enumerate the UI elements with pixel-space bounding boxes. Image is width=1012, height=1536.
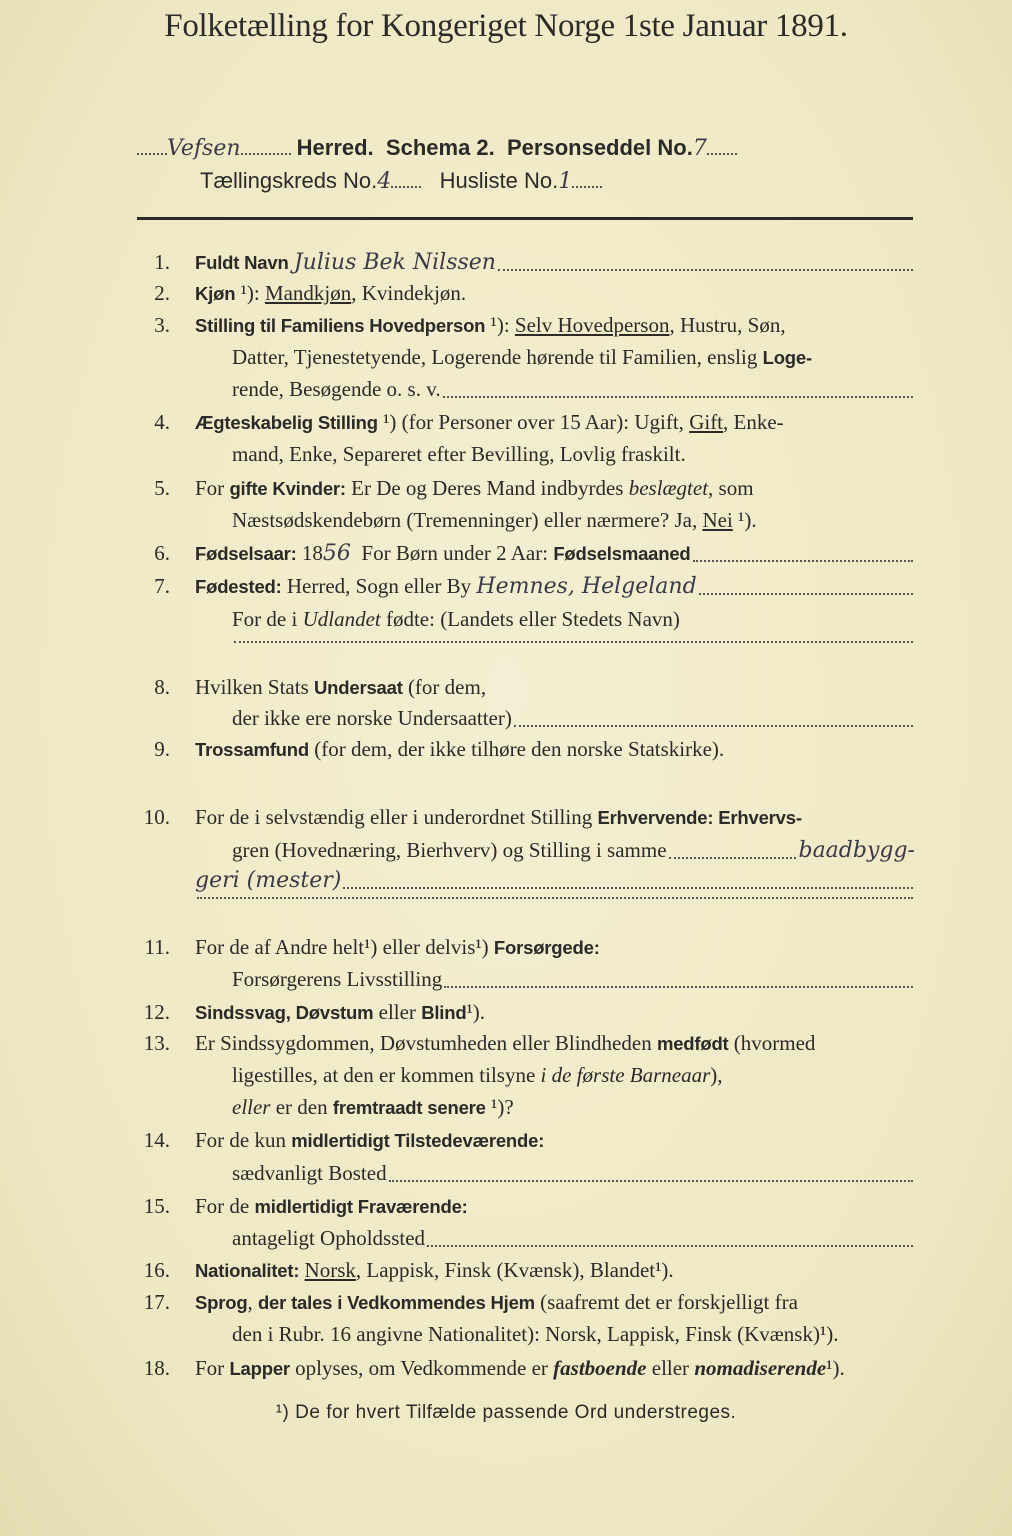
dots: [572, 186, 602, 188]
form-text: oplyses, om Vedkommende er: [289, 1356, 554, 1380]
item-15-line-2: [232, 1226, 915, 1251]
item-5-line-1: [195, 476, 915, 501]
field-label: Fødselsaar:: [195, 543, 297, 564]
item-12-line-1: [195, 1000, 915, 1025]
personseddel-value: 7: [692, 136, 707, 161]
header-line-kreds: [200, 168, 602, 194]
schema-label: Schema 2.: [385, 135, 495, 160]
item-number: 7.: [154, 574, 170, 598]
form-text: ¹):: [235, 281, 265, 305]
dotted-fill-line: [498, 269, 913, 271]
form-text: ligestilles, at den er kommen tilsyne: [232, 1063, 541, 1087]
item-number: 12.: [143, 1000, 170, 1024]
form-text: (hvormed: [728, 1031, 816, 1055]
item-14-line-1: [195, 1128, 915, 1153]
item-15-line-1: [195, 1194, 915, 1219]
form-text: Norsk: [304, 1258, 356, 1282]
item-number: 11.: [144, 935, 170, 959]
form-text: ¹).: [732, 508, 757, 532]
field-label: Erhvervende: Erhvervs-: [597, 807, 802, 828]
form-text: Hvilken Stats: [195, 675, 314, 699]
field-label: Ægteskabelig Stilling: [195, 412, 378, 433]
form-text: , Kvindekjøn.: [351, 281, 467, 305]
dotted-fill-line: [699, 593, 913, 595]
field-label: Sprog: [195, 1292, 248, 1313]
dots: [241, 153, 291, 155]
dotted-fill-line: [343, 887, 913, 889]
item-11-line-2: [232, 967, 915, 992]
item-1-line-1: [195, 250, 915, 275]
item-11-line-1: [195, 935, 915, 960]
field-label: Blind: [421, 1002, 467, 1023]
item-13-line-2: [232, 1063, 915, 1088]
field-label: Loge-: [762, 347, 812, 368]
form-text: fastboende: [553, 1356, 647, 1380]
form-text: nomadiserende: [694, 1356, 827, 1380]
field-label: Forsørgede:: [493, 937, 600, 958]
form-text: Forsørgerens Livsstilling: [232, 967, 443, 991]
dotted-fill-line: [669, 857, 797, 859]
field-label: fremtraadt senere: [332, 1097, 486, 1118]
dotted-fill-line: [389, 1180, 913, 1182]
form-text: ¹) (for Personer over 15 Aar): Ugift,: [377, 410, 690, 434]
field-label: Kjøn: [195, 283, 236, 304]
item-number: 18.: [143, 1356, 170, 1380]
form-text: ¹):: [485, 313, 515, 337]
form-text: den i Rubr. 16 angivne Nationalitet): Norsk, Lappisk, Finsk (Kvænsk)¹).: [232, 1322, 839, 1346]
form-text: For de i selvstændig eller i underordnet Stilling: [195, 805, 598, 829]
dotted-fill-line: [197, 897, 913, 899]
item-13-line-1: [195, 1031, 915, 1056]
form-text: sædvanligt Bosted: [232, 1161, 387, 1185]
item-number: 5.: [154, 476, 170, 500]
form-text: Næstsødskendebørn (Tremenninger) eller nærmere? Ja,: [232, 508, 703, 532]
form-text: ¹)?: [485, 1095, 514, 1119]
dots: [137, 153, 167, 155]
item-14-line-2: [232, 1161, 915, 1186]
handwritten-entry: geri (mester): [195, 868, 342, 893]
handwritten-entry: Julius Bek Nilssen: [293, 250, 496, 275]
field-label: Fødselsmaaned: [553, 543, 691, 564]
form-text: , Hustru, Søn,: [669, 313, 786, 337]
field-label: medfødt: [656, 1033, 729, 1054]
form-text: der ikke ere norske Undersaatter): [232, 706, 512, 730]
form-text: Gift: [689, 410, 724, 434]
field-label: Undersaat: [314, 677, 403, 698]
field-label: gifte Kvinder:: [229, 478, 346, 499]
form-text: i de første Barneaar: [540, 1063, 711, 1087]
form-text: 18: [296, 541, 323, 565]
item-16-line-1: [195, 1258, 915, 1283]
form-text: ¹).: [826, 1356, 845, 1380]
dots: [391, 186, 421, 188]
item-10-line-4: [195, 897, 915, 903]
form-text: Nei: [702, 508, 733, 532]
husliste-label: Husliste No.: [439, 168, 559, 193]
form-text: Herred, Sogn eller By: [281, 574, 477, 598]
item-number: 2.: [154, 281, 170, 305]
form-text: Udlandet: [302, 607, 381, 631]
form-text: antageligt Opholdssted: [232, 1226, 426, 1250]
personseddel-label: Personseddel No.: [507, 135, 693, 160]
item-10-line-2: [232, 838, 915, 863]
handwritten-entry: 56: [322, 541, 351, 566]
form-text: ),: [710, 1063, 723, 1087]
item-number: 6.: [154, 541, 170, 565]
item-number: 10.: [143, 805, 170, 829]
form-text: , som: [708, 476, 754, 500]
field-label: midlertidigt Tilstedeværende:: [291, 1130, 545, 1151]
kreds-label: Tællingskreds No.: [200, 168, 378, 193]
item-7-line-1: [195, 574, 915, 599]
form-text: For de: [195, 1194, 255, 1218]
field-label: Fuldt Navn: [195, 252, 289, 273]
header-line-herred: [137, 135, 737, 161]
item-number: 17.: [143, 1290, 170, 1314]
dotted-fill-line: [443, 396, 913, 398]
kreds-value: 4: [377, 169, 392, 194]
field-label: midlertidigt Fraværende:: [254, 1196, 468, 1217]
item-number: 1.: [154, 250, 170, 274]
item-10-line-3: [195, 868, 915, 893]
item-3-line-2: [232, 345, 915, 370]
item-13-line-3: [232, 1095, 915, 1120]
item-number: 9.: [154, 737, 170, 761]
form-text: Er Sindssygdommen, Døvstumheden eller Blindheden: [195, 1031, 657, 1055]
dotted-fill-line: [693, 560, 913, 562]
footnote: ¹) De for hvert Tilfælde passende Ord understreges.: [275, 1402, 737, 1423]
handwritten-entry: Hemnes, Helgeland: [476, 574, 697, 599]
field-label: Sindssvag, Døvstum: [195, 1002, 374, 1023]
item-5-line-2: [232, 508, 915, 533]
item-9-line-1: [195, 737, 915, 762]
item-number: 14.: [143, 1128, 170, 1152]
form-text: , Enke-: [723, 410, 784, 434]
herred-label: Herred.: [296, 135, 374, 160]
form-text: Er De og Deres Mand indbyrdes: [345, 476, 629, 500]
item-2-line-1: [195, 281, 915, 306]
handwritten-entry: baadbygg-: [798, 838, 915, 863]
dotted-fill-line: [234, 641, 913, 643]
field-label: der tales i Vedkommendes Hjem: [257, 1292, 535, 1313]
form-text: rende, Besøgende o. s. v.: [232, 377, 441, 401]
form-text: eller: [646, 1356, 695, 1380]
item-17-line-2: [232, 1322, 915, 1347]
form-text: eller: [232, 1095, 271, 1119]
dots: [707, 153, 737, 155]
form-text: (saafremt det er forskjelligt fra: [534, 1290, 798, 1314]
field-label: Nationalitet:: [195, 1260, 300, 1281]
item-7-line-3: [232, 641, 915, 647]
item-3-line-1: [195, 313, 915, 338]
item-number: 4.: [154, 410, 170, 434]
dotted-fill-line: [514, 725, 913, 727]
item-number: 8.: [154, 675, 170, 699]
item-10-line-1: [195, 805, 915, 830]
form-text: gren (Hovednæring, Bierhverv) og Stilling i samme: [232, 838, 667, 862]
item-number: 15.: [143, 1194, 170, 1218]
field-label: Trossamfund: [195, 739, 309, 760]
form-text: For Børn under 2 Aar:: [350, 541, 554, 565]
item-number: 16.: [143, 1258, 170, 1282]
husliste-value: 1: [558, 169, 573, 194]
form-text: For de i: [232, 607, 303, 631]
form-text: For de kun: [195, 1128, 292, 1152]
item-17-line-1: [195, 1290, 915, 1315]
field-label: Lapper: [229, 1358, 290, 1379]
field-label: Fødested:: [195, 576, 282, 597]
item-4-line-2: [232, 442, 915, 467]
dotted-fill-line: [427, 1245, 913, 1247]
form-text: For: [195, 1356, 230, 1380]
form-text: Selv Hovedperson: [514, 313, 670, 337]
form-text: er den: [270, 1095, 333, 1119]
form-text: eller: [373, 1000, 422, 1024]
form-text: ,: [247, 1290, 258, 1314]
form-text: beslægtet: [628, 476, 709, 500]
form-text: ¹).: [466, 1000, 485, 1024]
item-6-line-1: [195, 541, 915, 566]
form-text: mand, Enke, Separeret efter Bevilling, Lovlig fraskilt.: [232, 442, 686, 466]
item-18-line-1: [195, 1356, 915, 1381]
form-title: Folketælling for Kongeriget Norge 1ste Januar 1891.: [164, 8, 848, 44]
herred-value: Vefsen: [167, 136, 241, 161]
item-8-line-2: [232, 706, 915, 731]
field-label: Stilling til Familiens Hovedperson: [195, 315, 486, 336]
form-text: (for dem,: [402, 675, 487, 699]
form-text: Datter, Tjenestetyende, Logerende hørende til Familien, enslig: [232, 345, 763, 369]
form-text: For: [195, 476, 230, 500]
item-number: 3.: [154, 313, 170, 337]
form-text: , Lappisk, Finsk (Kvænsk), Blandet¹).: [355, 1258, 674, 1282]
form-text: (for dem, der ikke tilhøre den norske Statskirke).: [308, 737, 725, 761]
dotted-fill-line: [444, 986, 913, 988]
form-text: For de af Andre helt¹) eller delvis¹): [195, 935, 494, 959]
item-4-line-1: [195, 410, 915, 435]
item-7-line-2: [232, 607, 915, 632]
form-text: Mandkjøn: [264, 281, 352, 305]
header-divider: [137, 217, 913, 220]
item-8-line-1: [195, 675, 915, 700]
item-number: 13.: [143, 1031, 170, 1055]
form-text: fødte: (Landets eller Stedets Navn): [380, 607, 680, 631]
item-3-line-3: [232, 377, 915, 402]
